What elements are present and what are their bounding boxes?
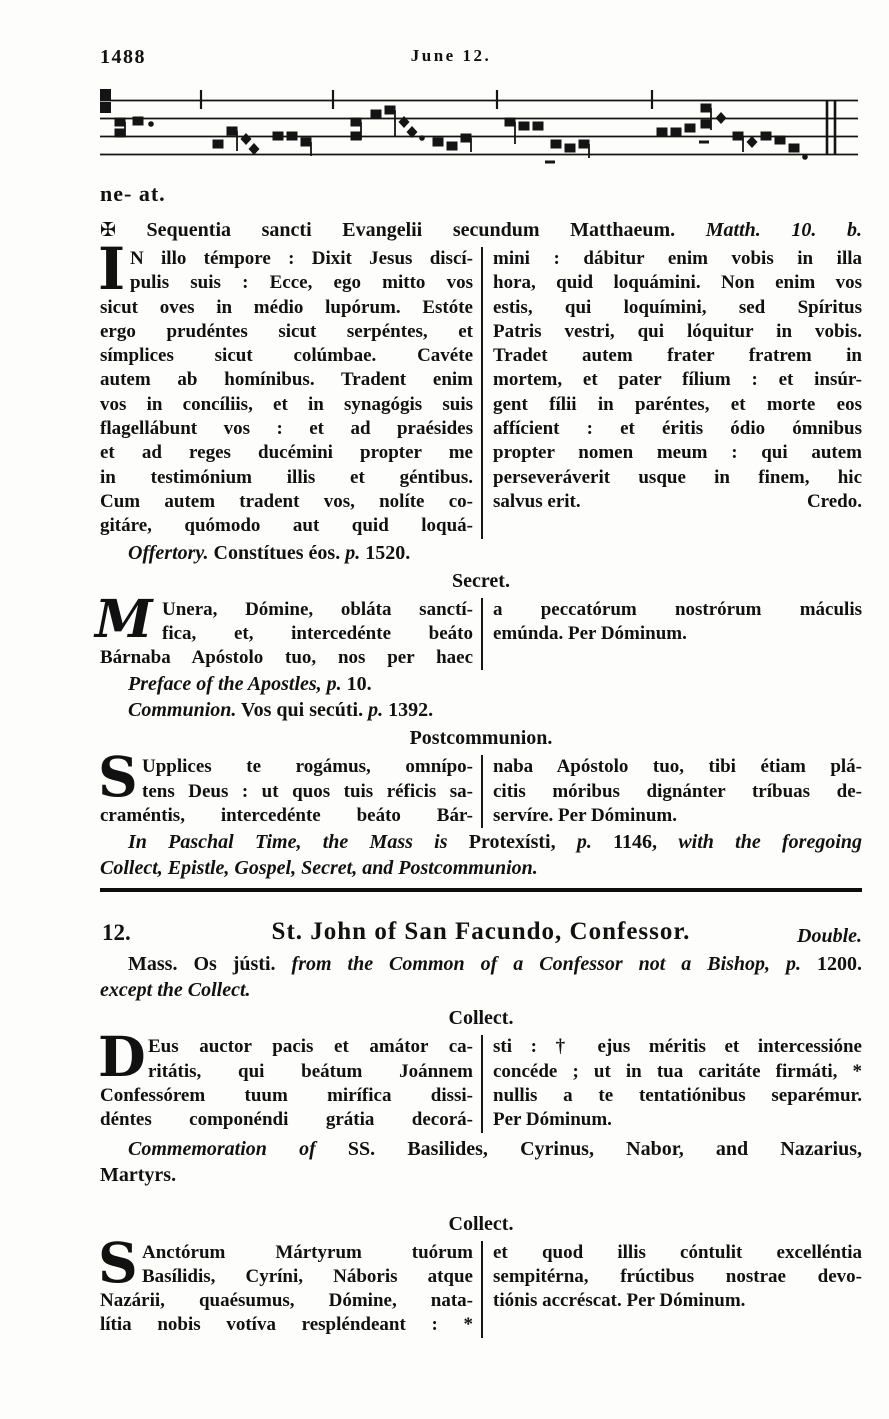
collect-right-lines: sti : † ejus méritis et intercessióne concéde ; ut in tua caritáte firmáti, * nullis a te tentatiónibus separémur.	[493, 1036, 862, 1106]
communion-rubric: Communion. Vos qui secúti. p. 1392.	[128, 699, 434, 722]
gospel-left-column	[98, 235, 480, 539]
commemoration-collect-heading: Collect.	[448, 1212, 514, 1235]
credo-line	[493, 490, 862, 514]
postcommunion-right-tail: servíre. Per Dóminum.	[493, 805, 677, 827]
chant-lyrics: ne- at.	[100, 181, 166, 206]
secret-heading: Secret.	[452, 569, 510, 592]
feast-title: St. John of San Facundo, Confessor.	[271, 918, 691, 946]
secret-right-lines: a peccatórum nostrórum máculis	[493, 598, 862, 620]
secret-left-column	[95, 588, 480, 671]
commemoration-rubric-line1: Commemoration of SS. Basilides, Cyrinus, Nabor, and Nazarius,	[128, 1137, 862, 1160]
section-divider	[100, 888, 862, 892]
mass-rubric-line1: Mass. Os jústi. from the Common of a Confessor not a Bishop, p. 1200.	[128, 953, 862, 976]
drop-cap-d: D	[98, 1024, 146, 1090]
collect-right-tail: Per Dóminum.	[493, 1109, 612, 1131]
collect-text	[98, 1024, 862, 1132]
collect-left-lines: Eus auctor pacis et amátor ca- ritátis, qui beátum Joánnem Confessórem tuum mirífica dissi- déntes componéndi grátia decorá-	[100, 1036, 473, 1131]
mass-rubric-line2: except the Collect.	[100, 979, 251, 1002]
credo-label: Credo.	[806, 490, 862, 512]
commemoration-collect-left-column	[98, 1229, 480, 1338]
postcommunion-right-lines: naba Apóstolo tuo, tibi étiam plá- citis móribus dignánter tríbuas de-	[493, 756, 862, 802]
feast-rank: Double.	[797, 925, 862, 948]
postcommunion-left-lines: Upplices te rogámus, omnípo- tens Deus : ut quos tuis réficis sa- craméntis, intercedénte beáto Bár-	[100, 756, 473, 827]
chant-staff	[100, 80, 862, 176]
collect-right-column	[481, 1035, 862, 1132]
commemoration-rubric-line2: Martyrs.	[100, 1163, 177, 1186]
drop-cap-s2: S	[98, 1229, 138, 1295]
collect-left-column	[98, 1024, 480, 1132]
gospel-right-lines: mini : dábitur enim vobis in illa hora, quid loquámini. Non enim vos estis, qui loquímini, sed Spíritus Patris vestri, qui lóquitur in vobis. Tradet autem frater fratrem in mortem, et pater fílium : et insúr- gent fílii in paréntes, et morte eos affícient : et éritis ódio ómnibus propter nomen meum : qui autem perseveráverit usque in finem, hic	[493, 248, 862, 488]
drop-cap-s: S	[98, 744, 138, 810]
feast-day-number: 12.	[102, 920, 131, 946]
gospel-right-column	[481, 247, 862, 539]
drop-cap-m: M	[95, 588, 153, 650]
drop-cap-i: I	[98, 235, 126, 303]
collect-heading: Collect.	[448, 1007, 514, 1030]
postcommunion-left-column	[98, 744, 480, 828]
commemoration-collect-text	[98, 1229, 862, 1338]
page-number: 1488	[100, 46, 146, 68]
secret-right-column	[481, 598, 862, 671]
offertory-rubric: Offertory. Constítues éos. p. 1520.	[128, 541, 411, 564]
commemoration-collect-right-column	[481, 1241, 862, 1338]
secret-left-lines: Unera, Dómine, obláta sanctí- fica, et, intercedénte beáto Bárnaba Apóstolo tuo, nos per haec	[100, 598, 473, 669]
date-header: June 12.	[410, 46, 492, 65]
running-head	[100, 46, 862, 70]
secret-right-tail: emúnda. Per Dóminum.	[493, 622, 687, 644]
commemoration-collect-right-tail: tiónis accréscat. Per Dóminum.	[493, 1290, 746, 1312]
cross-icon: ✠	[100, 219, 116, 241]
postcommunion-right-column	[481, 755, 862, 828]
commemoration-collect-right-lines: et quod illis cóntulit excelléntia sempitérna, frúctibus nostrae devo-	[493, 1241, 862, 1287]
gospel-heading-text: Sequentia sancti Evangelii secundum Matthaeum.	[146, 219, 676, 241]
paschal-rubric-line1: In Paschal Time, the Mass is Protexísti, p. 1146, with the foregoing	[128, 831, 862, 854]
postcommunion-text	[98, 744, 862, 828]
gospel-text	[98, 235, 862, 539]
paschal-rubric-line2: Collect, Epistle, Gospel, Secret, and Postcommunion.	[100, 857, 538, 880]
gospel-left-lines: N illo témpore : Dixit Jesus discí- pulis suis : Ecce, ego mitto vos sicut oves in médio lupórum. Estóte ergo prudéntes sicut serpéntes, et símplices sicut colúmbae. Cavéte autem ab homínibus. Tradent enim vos in concíliis, et in synagógis suis flagellábunt vos : et ad praésides et ad reges ducémini propter me in testimónium illis et géntibus. Cum autem tradent vos, nolíte co- gitáre, quómodo aut quid loquá-	[100, 248, 473, 537]
feast-header	[100, 918, 862, 950]
gospel-reference: Matth. 10. b.	[705, 219, 863, 241]
gospel-last-words: salvus erit.	[493, 490, 581, 512]
postcommunion-heading: Postcommunion.	[409, 727, 553, 750]
gospel-heading	[100, 219, 862, 242]
secret-text	[95, 588, 862, 671]
commemoration-collect-left-lines: Anctórum Mártyrum tuórum Basílidis, Cyríni, Náboris atque Nazárii, quaésumus, Dómine, nata- lítia nobis votíva respléndeant : *	[100, 1241, 473, 1336]
preface-rubric: Preface of the Apostles, p. 10.	[128, 673, 372, 696]
